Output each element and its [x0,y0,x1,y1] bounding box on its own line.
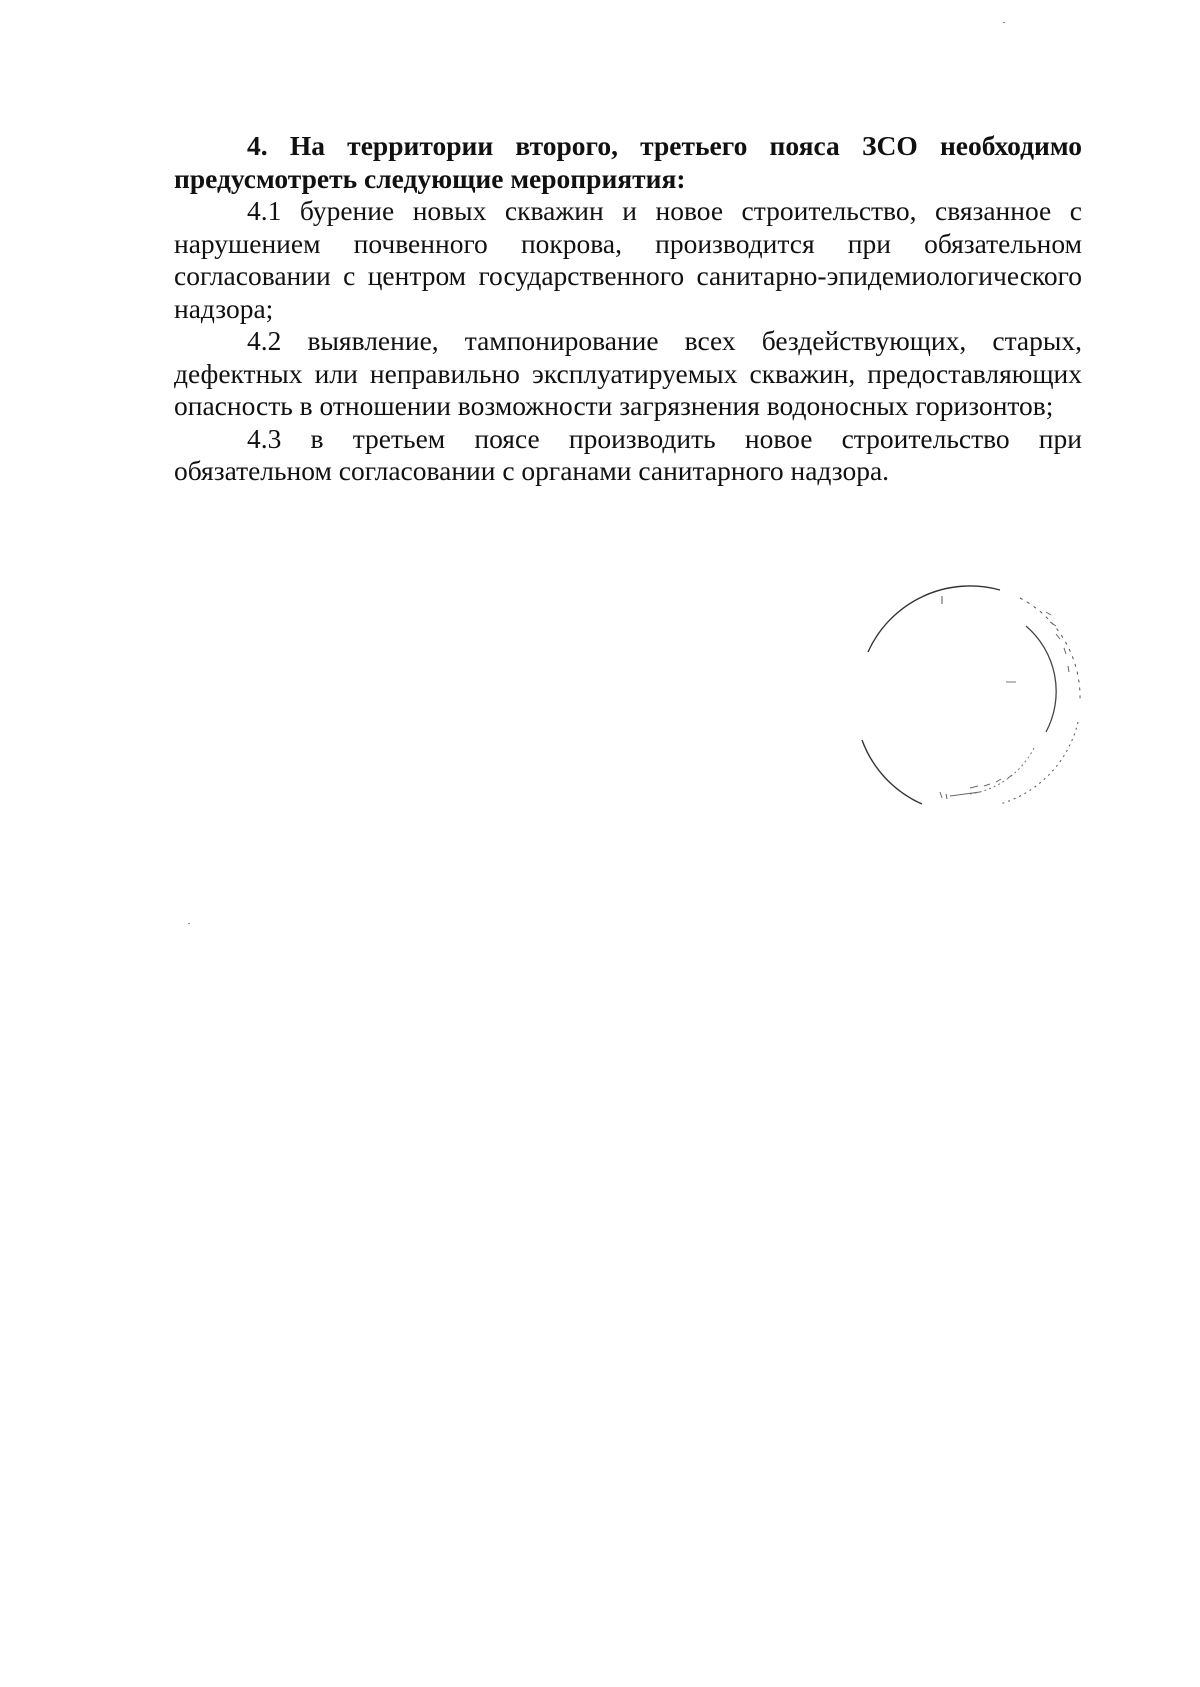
stamp-inner-arc [1026,626,1056,732]
list-item: 4.3 в третьем поясе производить новое строительство при обязательном согласовании с органами санитарного надзора. [174,422,1082,486]
stamp-outer-arc [862,740,922,804]
stamp-inner-arc [970,748,1034,794]
scan-speck [1003,22,1005,23]
stamp-outer-arc [1020,598,1080,700]
document-body [174,130,1082,488]
list-item: 4.1 бурение новых скважин и новое строительство, связанное с нарушением почвенного покрова, производится при обязательном согласовании с центром государственного санитарно-эпидемиологического надзора; [174,195,1082,324]
section-heading: 4. На территории второго, третьего пояса ЗСО необходимо предусмотреть следующие мероприятия: [174,130,1082,194]
round-seal-stamp-icon [850,582,1090,822]
list-item: 4.2 выявление, тампонирование всех бездействующих, старых, дефектных или неправильно эксплуатируемых скважин, предоставляющих опасность в отношении возможности загрязнения водоносных горизонтов; [174,325,1082,421]
stamp-text-trace [940,792,947,799]
stamp-outer-arc [1000,722,1078,804]
stamp-text-trace [950,775,1012,796]
scan-speck [188,923,190,924]
stamp-outer-arc [868,586,1000,652]
